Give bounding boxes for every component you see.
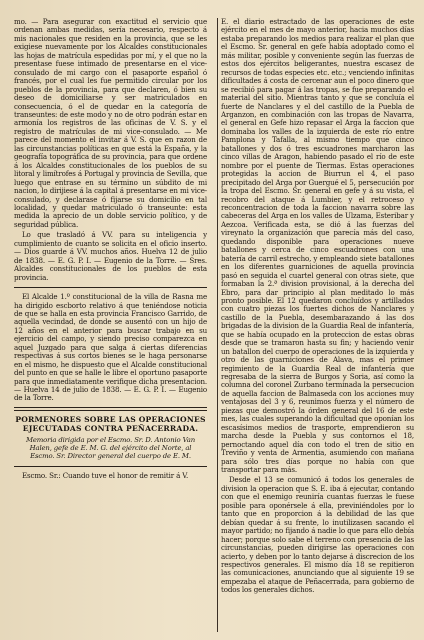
article-paragraph: El Alcalde 1.º constitucional de la villa de Rasna me ha dirigido escborto relativo á que teniéndose noticia de que se halla en esta provincia Francisco Garrido, de aquella vecindad, de donde se ausentó con un hijo de 12 años en el anterior para buscar trabajo en su ejercicio del campo, y siendo preciso comparezca en aquel Juzgado para que salga á ciertas diferencias respectivas á sus cortos bienes se le haga personarse en el mismo, he dispuesto que el Alcalde constitucional del punto en que se halle le libre el oportuno pasaporte para que inmediatamente verifique dicha presentacion. — Huelva 14 de julio de 1838. — E. G. P. I. — Eugenio de la Torre.	[14, 292, 207, 403]
right-column	[221, 18, 414, 632]
article-paragraph: Desde el 13 se comunicó á todos los generales de division la operacion que S. E. iba á ejecutar, contando con que el enemigo reuniría cuantas fuerzas le fuese posible para oponérsele á ella, previniéndoles por lo tanto que en proporcion á la debilidad de las que debían quedar á su frente, lo inutilizasen sacando el mayor partido; no fijando á nadie lo que para ello debía hacer; porque solo sabe el terreno con presencia de las circunstancias, pueden dirigirse las operaciones con acierto, y deben por lo tanto dejarse á discrecion de los respectivos generales. El mismo día 18 se repitieron las comunicaciones, anunciando que al siguiente 19 se empezaba el ataque de Peñacerrada, para gobierno de todos los generales dichos.	[221, 475, 414, 595]
column-divider	[217, 18, 218, 632]
article-paragraph: mo. — Para asegurar con exactitud el servicio que ordenan ambas medidas, sería necesario, respecto á mis nacionales que residen en la provincia, que se les exigiese nuevamente por los Alcaldes constitucionales las hojas de matrícula espedidas por mí, y el que no la presentase fuese intimado de presentarse en el vice-consulado de mi cargo con el pasaporte español ó francés, por el cual les fue permitido circular por los pueblos de la provincia, para que declaren, ó bien su deseo de domiciliarse y ser matriculados en consecuencia, ó el de quedar en la categoría de transeuntes: de este modo y no de otro podrán estar en armonía los registros de las oficinas de V. S. y el registro de matrículas de mi vice-consulado. — Me parece del momento el invitar á V. S. que en razon de las circunstancias políticas en que está la España, y la geografía topográfica de su provincia, para que ordene á los Alcaldes constitucionales de los pueblos de su litoral y limítrofes á Portugal y provincia de Sevilla, que luego que entrase en su término un súbdito de mi nacion, lo dirijiese á la capital á presentarse en mi vice-consulado, y declarase ó fijarse su domicilio en tal localidad, y quedar matriculado ó transeunte: esta medida la aprecio de un doble servicio político, y de seguridad pública.	[14, 18, 207, 229]
left-column	[14, 18, 207, 632]
memoria-subtitle: Memoria dirigida por el Escmo. Sr. D. Antonio Van Halen, gefe de E. M. G. del ejército del Norte, al Escmo. Sr. Director general del cuerpo de E. M.	[25, 435, 196, 461]
article-paragraph: Lo que trasladó á VV. para su inteligencia y cumplimiento de cuanto se solicita en el oficio inserto. — Dios guarde á VV. muchos años. Huelva 12 de julio de 1838. — E. G. P. I. — Eugenio de la Torre. — Sres. Alcaldes constitucionales de los pueblos de esta provincia.	[14, 230, 207, 282]
section-divider	[14, 407, 207, 411]
section-divider	[14, 466, 207, 467]
article-paragraph: Escmo. Sr.: Cuando tuve el honor de remitir á V.	[22, 470, 189, 480]
section-headline: PORMENORES SOBRE LAS OPERACIONES EJECUTADAS CONTRA PEÑACERRADA.	[15, 414, 206, 433]
section-divider	[14, 287, 207, 288]
article-paragraph: E. el diario estractado de las operaciones de este ejército en el mes de mayo anterior, hacia muchos días estaba preparando los medios para realizar el plan que el Escmo. Sr. general en gefe había adoptado como el más militar, posible y conveniente según las fuerzas de estos dos ejércitos beligerantes, nuestra escasez de recursos de todas especies etc. etc.; venciendo infinitas dificultades á costa de cercenar aun el poco dinero que se recibió para pagar á las tropas, se fue preparando el material del sitio. Mientras tanto y que se concluía el fuerte de Nanclares y el del castillo de la Puebla de Arganzon, en combinación con las tropas de Navarra, el general en Gefe hizo repasar el Arga la faccion que dominaba los valles de la izquierda de este río entre Pamplona y Tafalla, al mismo tiempo que cinco batallones y dos ó tres escuadrones marcharon las cinco villas de Aragon, habiendo pasado el río de este nombre por el puente de Tiermas. Estas operaciones protegidas la accion de Biurrun el 4, el paso precipitado del Arga por Guergué el 5, persecución por la tropa del Escmo. Sr. general en gefe y á su vista, el recobro del ataque á Lumbier, y el retroceso y reconcentracion de toda la faccion navarra sobre las cabeceras del Arga en los valles de Ulzama, Esteribar y Aezcoa. Verificada esta, se dió á las fuerzas del vireynato la organización que parecía más del caso, quedando disponible para operaciones nueve batallones y cerca de cinco escuadrones con una batería de carril estrecho, y empleando siete batallones en los diferentes guarniciones de aquella provincia pasó en seguida el cuartel general con otras siete, que formaban la 2.ª division provisional, á la derecha del Ebro, para dar principio al plan meditado lo más pronto posible. El 12 quedaron concluídos y artillados con cuatro piezas los fuertes dichos de Nanclares y castillo de la Puebla, desembarazando á las dos brigadas de la division de la Guardia Real de infantería, que se había ocupado en la proteccion de estas obras desde que se tramaron hasta su fin; y haciendo venir un batallon del cuerpo de operaciones de la izquierda y otro de las guarniciones de Alava, mas el primer regimiento de la Guardia Real de infantería que regresaba de la sierra de Burgos y Soria, así como la columna del coronel Zurbano terminada la persecucion de aquella faccion de Balmaseda con los acciones muy ventajosas del 3 y 6, reunimos fuerza y el número de piezas que demostró la órden general del 16 de este mes, las cuales superando la dificultad que oponían los escasísimos medios de trasporte, emprendieron su marcha desde la Puebla y sus contornos el 18, pernoctando aquel día con todo el tren de sitio en Treviño y venta de Armentia, asumiendo con mañana para sólo tres días porque no había con que transportar para más.	[221, 18, 414, 475]
